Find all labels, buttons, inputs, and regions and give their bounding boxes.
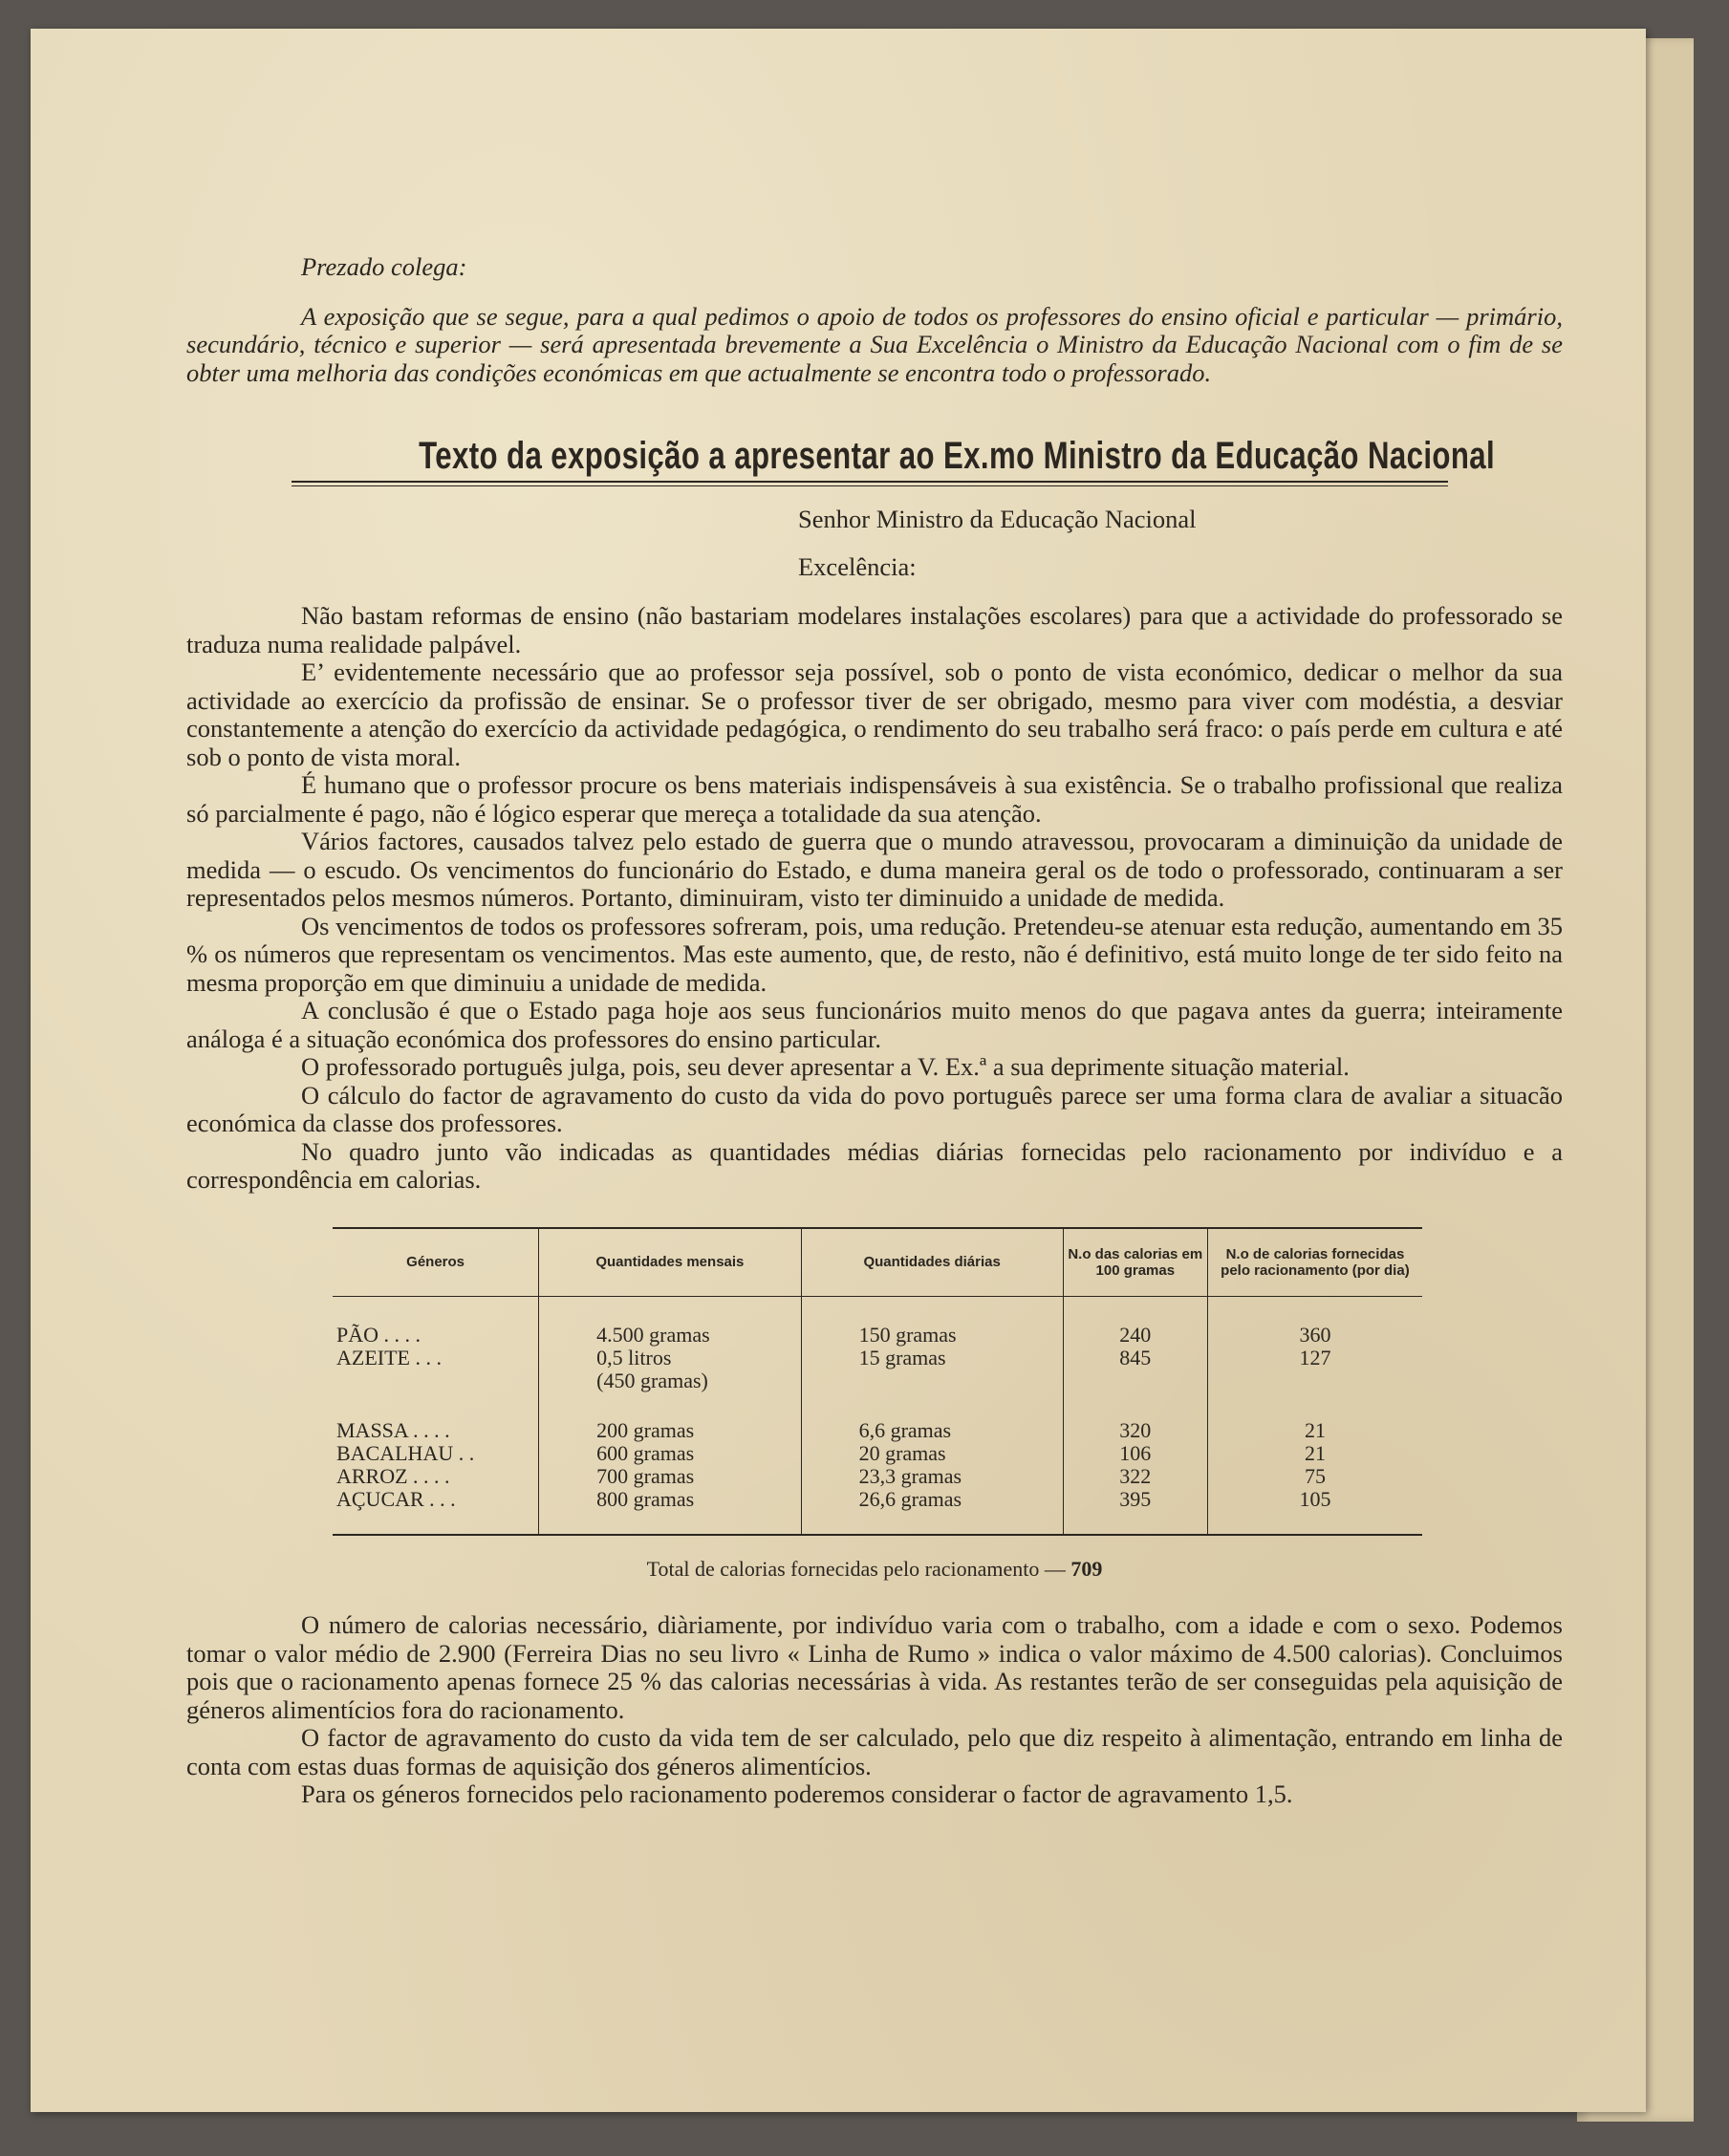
cell-daily: 26,6 gramas — [801, 1488, 1063, 1535]
cell-monthly: 700 gramas — [539, 1465, 801, 1488]
body-paragraph: O professorado português julga, pois, seu dever apresentar a V. Ex.ª a sua deprimente situação material. — [301, 1052, 1350, 1081]
cell-daily: 20 gramas — [801, 1442, 1063, 1465]
body-paragraph: No quadro junto vão indicadas as quantidades médias diárias fornecidas pelo racionamento por indivíduo e a correspondência em calorias. — [186, 1136, 1563, 1194]
body-paragraph: Não bastam reformas de ensino (não bastariam modelares instalações escolares) para que a actividade do professorado se traduza numa realidade palpável. — [186, 601, 1563, 658]
greeting: Prezado colega: — [301, 252, 467, 281]
cell-monthly-note: (450 gramas) — [596, 1368, 708, 1392]
cell-cal100: 320 — [1063, 1392, 1207, 1442]
total-calories-line — [186, 1555, 1563, 1584]
body-paragraph: O número de calorias necessário, diàriamente, por indivíduo varia com o trabalho, com a idade e com o sexo. Podemos tomar o valor médio de 2.900 (Ferreira Dias no seu livro « Linha de Rumo » indica o valor máximo de 4.500 calorias). Concluimos pois que o racionamento apenas fornece 25 % das calorias necessárias à vida. As restantes terão de ser conseguidas pela aquisição de géneros alimentícios fora do racionamento. — [186, 1610, 1563, 1724]
table-row — [333, 1392, 1422, 1442]
table-row — [333, 1442, 1422, 1465]
table-row — [333, 1465, 1422, 1488]
cell-monthly: 600 gramas — [539, 1442, 801, 1465]
cell-cal100: 395 — [1063, 1488, 1207, 1535]
cell-daily: 6,6 gramas — [801, 1392, 1063, 1442]
cell-cal100: 322 — [1063, 1465, 1207, 1488]
cell-caldaily: 360 — [1207, 1296, 1422, 1347]
cell-caldaily: 75 — [1207, 1465, 1422, 1488]
cell-item: BACALHAU . . — [336, 1440, 475, 1465]
salutation: Senhor Ministro da Educação Nacional — [798, 505, 1197, 533]
body-paragraph: A conclusão é que o Estado paga hoje aos seus funcionários muito menos do que pagava antes da guerra; inteiramente análoga é a situação económica dos professores do ensino particular. — [186, 996, 1563, 1053]
document-content — [186, 253, 1563, 1809]
intro-paragraph: A exposição que se segue, para a qual pedimos o apoio de todos os professores do ensino oficial e particular — primário, secundário, técnico e superior — será apresentada brevemente a Sua Excelência o Ministro da Educação Nacional com o fim de se obter uma melhoria das condições económicas em que actualmente se encontra todo o professorado. — [186, 301, 1563, 387]
cell-monthly: 200 gramas — [539, 1392, 801, 1442]
header-generos: Géneros — [333, 1228, 539, 1297]
cell-item: AÇUCAR . . . — [333, 1488, 539, 1535]
cell-daily: 15 gramas — [801, 1347, 1063, 1392]
header-cal100: N.o das calorias em 100 gramas — [1063, 1228, 1207, 1297]
document-heading: Texto da exposição a apresentar ao Ex.mo Ministro da Educação Nacional — [419, 435, 1496, 477]
body-paragraph: E’ evidentemente necessário que ao professor seja possível, sob o ponto de vista económico, dedicar o melhor da sua actividade ao exercício da profissão de ensinar. Se o professor tiver de ser obrigado, mesmo para viver com modéstia, a desviar constantemente a atenção do exercício da actividade pedagógica, o rendimento do seu trabalho será fraco: o país perde em cultura e até sob o ponto de vista moral. — [186, 658, 1563, 771]
body-paragraph: Os vencimentos de todos os professores sofreram, pois, uma redução. Pretendeu-se atenuar esta redução, aumentando em 35 % os números que representam os vencimentos. Mas este aumento, que, de resto, não é definitivo, está muito longe de ter sido feito na mesma proporção em que diminuiu a unidade de medida. — [186, 911, 1563, 997]
header-daily: Quantidades diárias — [801, 1228, 1063, 1297]
cell-monthly: 4.500 gramas — [539, 1296, 801, 1347]
total-label: Total de calorias fornecidas pelo racionamento — — [646, 1556, 1066, 1581]
table-header-row — [333, 1228, 1422, 1297]
table-row — [333, 1296, 1422, 1347]
header-monthly: Quantidades mensais — [539, 1228, 801, 1297]
heading-block — [292, 433, 1496, 486]
total-value: 709 — [1070, 1556, 1103, 1581]
body-paragraph: Para os géneros fornecidos pelo racionamento poderemos considerar o factor de agravamento 1,5. — [301, 1779, 1293, 1808]
body-paragraph: O factor de agravamento do custo da vida tem de ser calculado, pelo que diz respeito à alimentação, entrando em linha de conta com estas duas formas de aquisição dos géneros alimentícios. — [186, 1723, 1563, 1780]
cell-cal100: 106 — [1063, 1442, 1207, 1465]
cell-item: PÃO . . . . — [336, 1322, 421, 1347]
body-paragraph: É humano que o professor procure os bens materiais indispensáveis à sua existência. Se o trabalho profissional que realiza só parcialmente é pago, não é lógico esperar que mereça a totalidade da sua atenção. — [186, 770, 1563, 828]
heading-rule — [292, 481, 1448, 486]
cell-monthly: 800 gramas — [539, 1488, 801, 1535]
header-caldaily: N.o de calorias fornecidas pelo racionamento (por dia) — [1207, 1228, 1422, 1297]
body-paragraph: Vários factores, causados talvez pelo estado de guerra que o mundo atravessou, provocaram a diminuição da unidade de medida — o escudo. Os vencimentos do funcionário do Estado, e duma maneira geral os de todo o professorado, continuaram a ser representados pelos mesmos números. Portanto, diminuiram, visto ter diminuido a unidade de medida. — [186, 827, 1563, 912]
body-paragraph: O cálculo do factor de agravamento do custo da vida do povo português parece ser uma forma clara de avaliar a situacão económica da classe dos professores. — [186, 1080, 1563, 1137]
cell-item: AZEITE . . . — [336, 1345, 442, 1369]
excellency: Excelência: — [798, 551, 917, 581]
cell-item: ARROZ . . . . — [336, 1463, 450, 1488]
cell-caldaily: 105 — [1207, 1488, 1422, 1535]
table-row — [333, 1347, 1422, 1392]
cell-monthly — [539, 1347, 801, 1392]
table-row — [333, 1488, 1422, 1535]
cell-monthly-line: 0,5 litros — [596, 1345, 672, 1369]
cell-daily: 23,3 gramas — [801, 1465, 1063, 1488]
cell-caldaily: 127 — [1207, 1347, 1422, 1392]
rations-table — [333, 1227, 1422, 1536]
cell-caldaily: 21 — [1207, 1442, 1422, 1465]
cell-item: MASSA . . . . — [336, 1417, 450, 1442]
cell-cal100: 845 — [1063, 1347, 1207, 1392]
cell-daily: 150 gramas — [801, 1296, 1063, 1347]
cell-cal100: 240 — [1063, 1296, 1207, 1347]
cell-caldaily: 21 — [1207, 1392, 1422, 1442]
